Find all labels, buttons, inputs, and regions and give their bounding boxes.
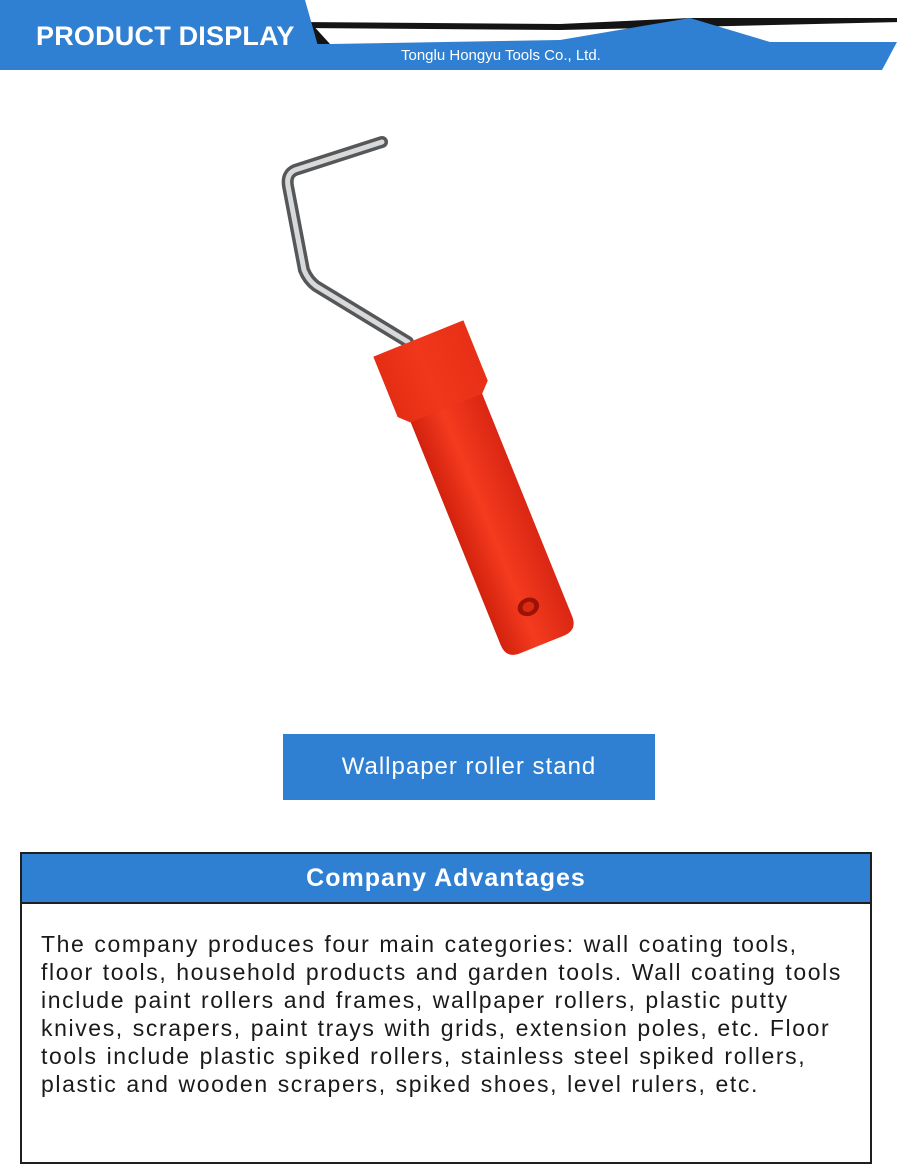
header-banner [0, 0, 897, 75]
company-name: Tonglu Hongyu Tools Co., Ltd. [401, 47, 601, 64]
product-image [250, 110, 610, 670]
advantages-panel [20, 852, 872, 1164]
advantages-title: Company Advantages [22, 854, 870, 904]
advantages-text: The company produces four main categories: wall coating tools, floor tools, household products and garden tools. Wall coating tools include paint rollers and frames, wallpaper rollers, plastic putty knives, scrapers, paint trays with grids, extension poles, etc. Floor tools include plastic spiked rollers, stainless steel spiked rollers, plastic and wooden scrapers, spiked shoes, level rulers, etc. [41, 931, 842, 1097]
page-title: PRODUCT DISPLAY [36, 21, 295, 51]
product-caption: Wallpaper roller stand [283, 734, 655, 800]
paint-roller-handle-icon [250, 110, 610, 670]
